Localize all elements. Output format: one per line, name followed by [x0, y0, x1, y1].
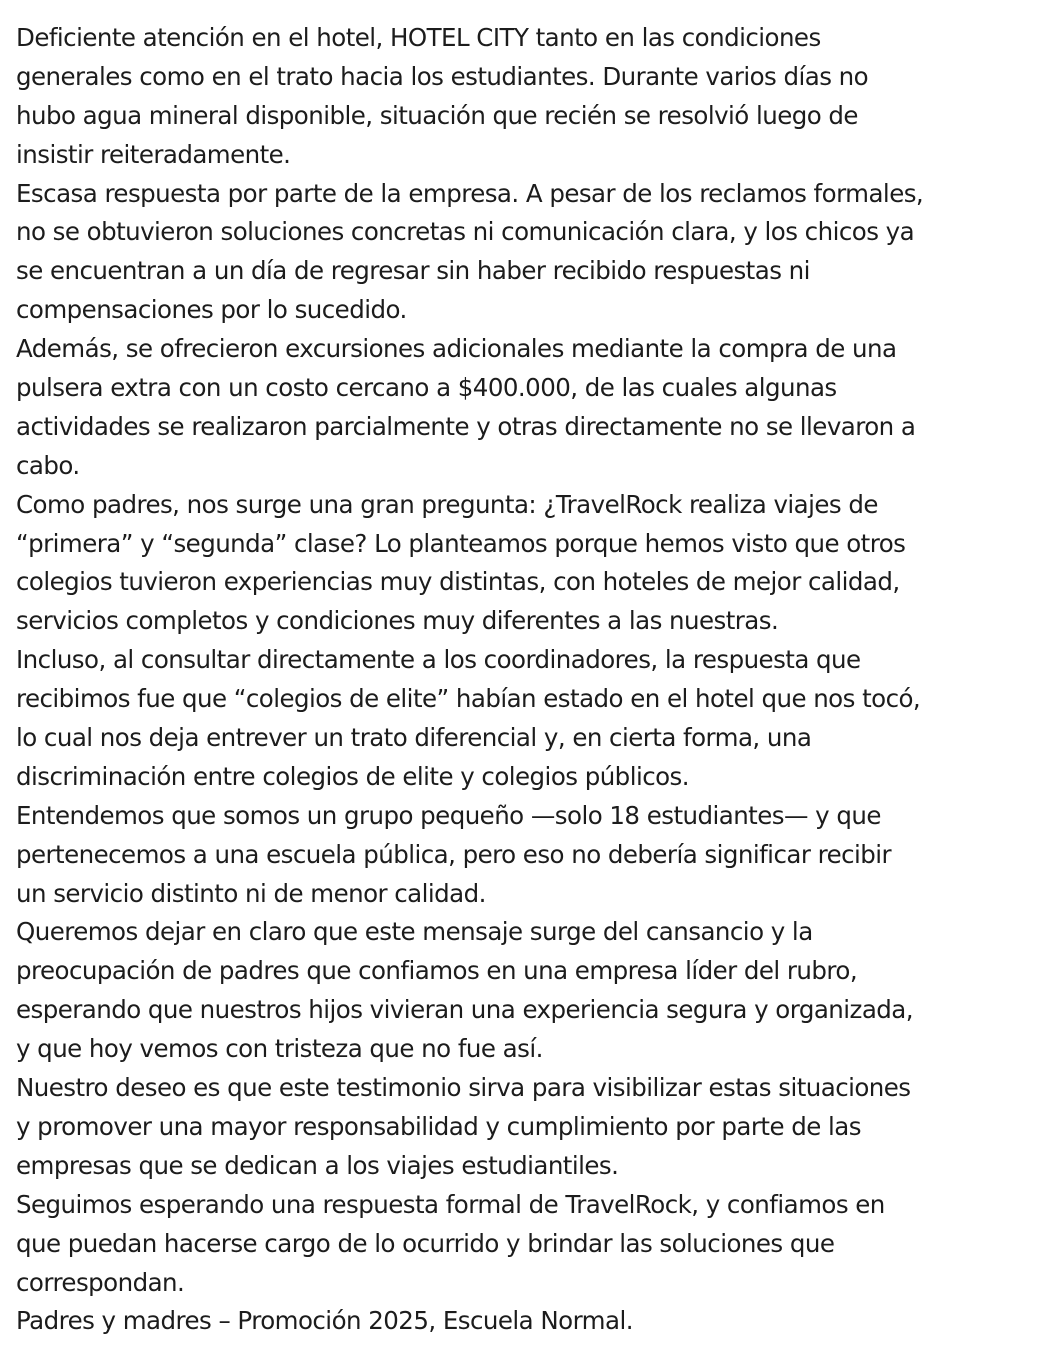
text-line: se encuentran a un día de regresar sin haber recibido respuestas ni: [16, 256, 810, 286]
text-line: que puedan hacerse cargo de lo ocurrido y brindar las soluciones que: [16, 1228, 835, 1258]
text-line: lo cual nos deja entrever un trato diferencial y, en cierta forma, una: [16, 723, 812, 753]
text-line: hubo agua mineral disponible, situación que recién se resolvió luego de: [16, 100, 858, 130]
text-line: Deficiente atención en el hotel, HOTEL CITY tanto en las condiciones: [16, 23, 821, 52]
text-line: Incluso, al consultar directamente a los coordinadores, la respuesta que: [16, 645, 861, 675]
text-line: Nuestro deseo es que este testimonio sirva para visibilizar estas situaciones: [16, 1073, 911, 1103]
text-line: y promover una mayor responsabilidad y cumplimiento por parte de las: [16, 1111, 861, 1141]
text-line: insistir reiteradamente.: [16, 139, 291, 169]
text-line: esperando que nuestros hijos vivieran una experiencia segura y organizada,: [16, 995, 914, 1025]
text-line: un servicio distinto ni de menor calidad.: [16, 878, 486, 908]
text-line: compensaciones por lo sucedido.: [16, 295, 407, 325]
text-line: servicios completos y condiciones muy diferentes a las nuestras.: [16, 606, 779, 636]
text-line: empresas que se dedican a los viajes estudiantiles.: [16, 1150, 619, 1180]
text-line: y que hoy vemos con tristeza que no fue así.: [16, 1034, 543, 1064]
text-line: generales como en el trato hacia los estudiantes. Durante varios días no: [16, 61, 869, 91]
text-line: correspondan.: [16, 1267, 185, 1297]
text-line: recibimos fue que “colegios de elite” habían estado en el hotel que nos tocó,: [16, 684, 921, 714]
text-line: colegios tuvieron experiencias muy distintas, con hoteles de mejor calidad,: [16, 567, 900, 597]
text-line: Entendemos que somos un grupo pequeño —solo 18 estudiantes— y que: [16, 800, 881, 830]
text-line: Seguimos esperando una respuesta formal de TravelRock, y confiamos en: [16, 1189, 885, 1219]
text-line: pulsera extra con un costo cercano a $400.000, de las cuales algunas: [16, 373, 837, 403]
text-line: no se obtuvieron soluciones concretas ni comunicación clara, y los chicos ya: [16, 217, 915, 247]
text-line: Como padres, nos surge una gran pregunta: ¿TravelRock realiza viajes de: [16, 489, 878, 519]
text-line: pertenecemos a una escuela pública, pero eso no debería significar recibir: [16, 839, 892, 869]
text-line: discriminación entre colegios de elite y colegios públicos.: [16, 761, 690, 791]
text-line: Además, se ofrecieron excursiones adicionales mediante la compra de una: [16, 334, 897, 364]
text-line: cabo.: [16, 450, 80, 480]
signature-line: Padres y madres – Promoción 2025, Escuela Normal.: [16, 1306, 633, 1336]
text-line: Escasa respuesta por parte de la empresa. A pesar de los reclamos formales,: [16, 178, 924, 208]
text-line: Queremos dejar en claro que este mensaje surge del cansancio y la: [16, 917, 813, 947]
text-line: actividades se realizaron parcialmente y otras directamente no se llevaron a: [16, 411, 916, 441]
text-line: preocupación de padres que confiamos en una empresa líder del rubro,: [16, 956, 858, 986]
text-line: “primera” y “segunda” clase? Lo planteamos porque hemos visto que otros: [16, 528, 906, 558]
